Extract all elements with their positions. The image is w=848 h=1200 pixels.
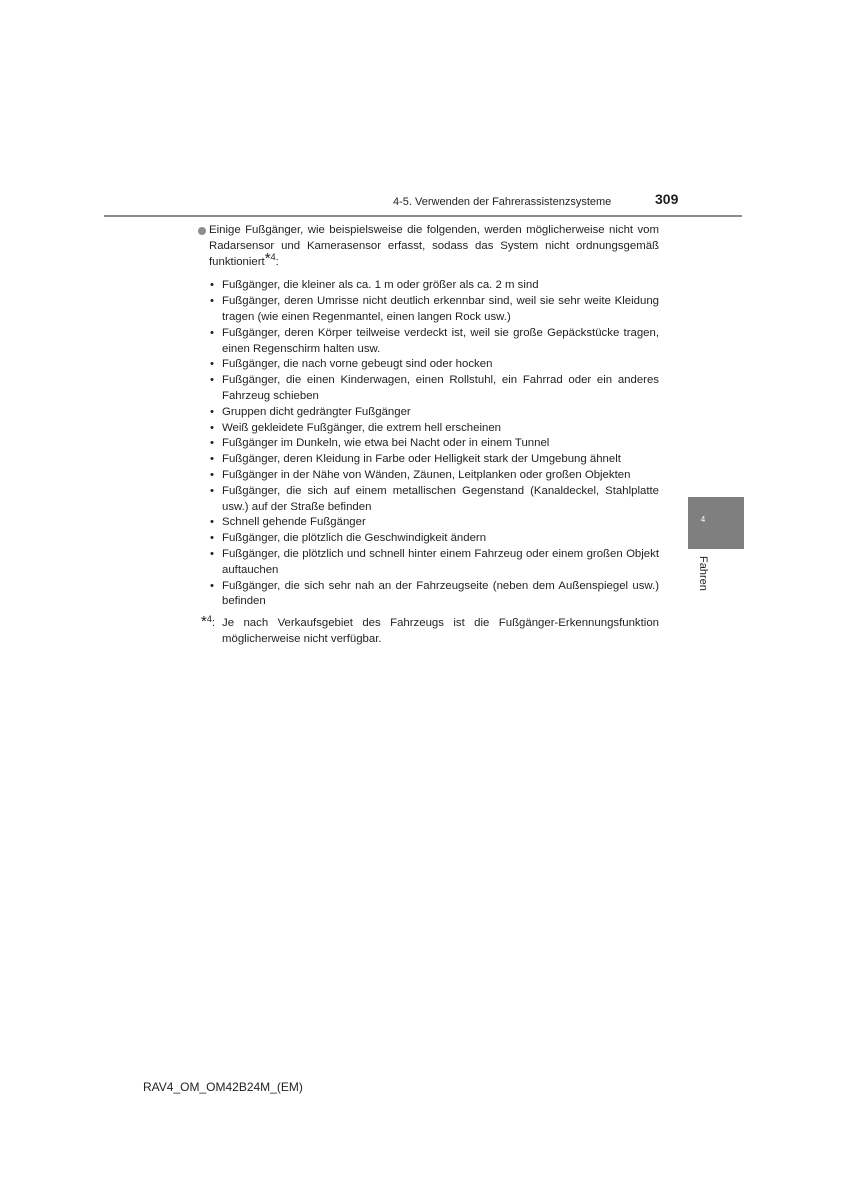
list-item — [198, 484, 659, 516]
list-item — [198, 421, 659, 437]
list-item — [198, 531, 659, 547]
list-item — [198, 547, 659, 579]
bullet-icon: • — [210, 421, 214, 434]
list-item — [198, 579, 659, 611]
main-content — [198, 223, 659, 648]
footnote-star: * — [201, 613, 207, 631]
list-item-text: Fußgänger, die einen Kinderwagen, einen Rollstuhl, ein Fahrrad oder ein anderes Fahrzeug schieben — [222, 374, 659, 402]
list-item-text: Fußgänger, deren Umrisse nicht deutlich erkennbar sind, weil sie sehr weite Kleidung tragen (wie einen Regenmantel, einen langen Rock usw.) — [222, 295, 659, 323]
header-section-title: 4-5. Verwenden der Fahrerassistenzsysteme — [393, 196, 612, 208]
chapter-number: 4 — [700, 515, 706, 524]
pedestrian-list — [198, 278, 659, 610]
list-item — [198, 515, 659, 531]
bullet-icon: • — [210, 279, 214, 292]
bullet-icon: • — [210, 516, 214, 529]
list-item-text: Weiß gekleidete Fußgänger, die extrem hell erscheinen — [222, 421, 502, 434]
bullet-icon: • — [210, 374, 214, 387]
footnote-number: 4 — [206, 614, 212, 625]
list-item — [198, 278, 659, 294]
footnote — [198, 613, 659, 648]
list-item-text: Fußgänger, die kleiner als ca. 1 m oder größer als ca. 2 m sind — [222, 279, 539, 292]
footnote-ref-star: * — [264, 249, 271, 267]
list-item — [198, 326, 659, 358]
list-item — [198, 357, 659, 373]
header-rule — [104, 215, 742, 217]
bullet-icon: • — [210, 453, 214, 466]
bullet-icon: • — [210, 547, 214, 560]
list-item-text: Fußgänger in der Nähe von Wänden, Zäunen, Leitplanken oder großen Objekten — [222, 468, 631, 481]
list-item-text: Gruppen dicht gedrängter Fußgänger — [222, 405, 411, 418]
list-item-text: Fußgänger, deren Kleidung in Farbe oder Helligkeit stark der Umgebung ähnelt — [222, 453, 621, 466]
intro-paragraph — [198, 223, 659, 270]
bullet-icon: • — [210, 468, 214, 481]
footnote-text: Je nach Verkaufsgebiet des Fahrzeugs ist die Fußgänger-Erkennungsfunktion möglicherweise nicht verfügbar. — [222, 617, 659, 645]
list-item — [198, 436, 659, 452]
footnote-colon: : — [211, 617, 216, 630]
list-item — [198, 405, 659, 421]
list-item — [198, 373, 659, 405]
footnote-reference — [265, 250, 276, 267]
chapter-tab — [688, 497, 744, 549]
chapter-label: Fahren — [697, 556, 709, 591]
bullet-icon: • — [210, 405, 214, 418]
list-item-text: Schnell gehende Fußgänger — [222, 516, 366, 529]
bullet-icon: • — [210, 437, 214, 450]
circle-bullet-icon — [198, 227, 206, 235]
bullet-icon: • — [210, 326, 214, 339]
intro-trailing: : — [275, 255, 279, 268]
bullet-icon: • — [210, 358, 214, 371]
list-item-text: Fußgänger, deren Körper teilweise verdeckt ist, weil sie große Gepäckstücke tragen, einen Regenschirm halten usw. — [222, 326, 659, 355]
bullet-icon: • — [210, 579, 214, 592]
page-number: 309 — [655, 191, 679, 207]
document-code: RAV4_OM_OM42B24M_(EM) — [143, 1080, 303, 1094]
list-item — [198, 294, 659, 326]
list-item-text: Fußgänger, die plötzlich die Geschwindigkeit ändern — [222, 532, 487, 545]
list-item-text: Fußgänger, die nach vorne gebeugt sind oder hocken — [222, 358, 493, 371]
list-item — [198, 468, 659, 484]
list-item-text: Fußgänger im Dunkeln, wie etwa bei Nacht oder in einem Tunnel — [222, 437, 550, 450]
bullet-icon: • — [210, 532, 214, 545]
footnote-marker — [201, 614, 215, 632]
list-item-text: Fußgänger, die plötzlich und schnell hinter einem Fahrzeug oder einem großen Objekt auftauchen — [222, 547, 659, 576]
list-item-text: Fußgänger, die sich auf einem metallischen Gegenstand (Kanaldeckel, Stahlplatte usw.) auf der Straße befinden — [222, 484, 659, 513]
intro-text: Einige Fußgänger, wie beispielsweise die folgenden, werden möglicherweise nicht vom Radarsensor und Kamerasensor erfasst, sodass das System nicht ordnungsgemäß funktioniert — [209, 224, 659, 268]
bullet-icon: • — [210, 295, 214, 308]
list-item-text: Fußgänger, die sich sehr nah an der Fahrzeugseite (neben dem Außenspiegel usw.) befinden — [222, 579, 659, 608]
bullet-icon: • — [210, 484, 214, 497]
footnote-ref-number: 4 — [270, 251, 276, 262]
list-item — [198, 452, 659, 468]
